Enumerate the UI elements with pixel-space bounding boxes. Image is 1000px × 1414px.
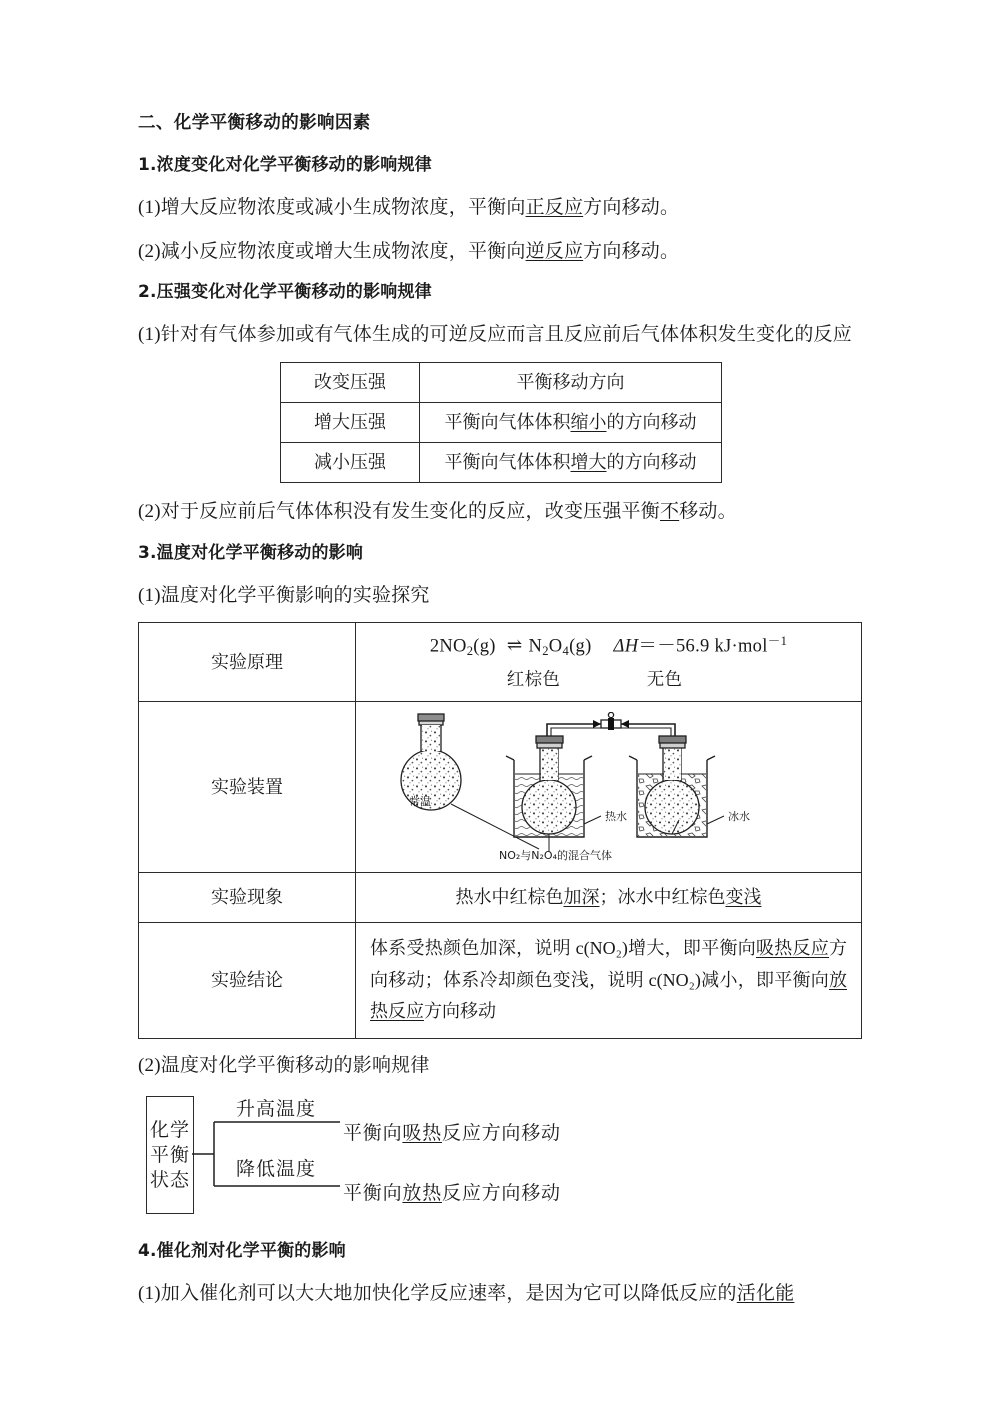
item4-point1-blank: 活化能 [736,1283,795,1305]
branch-top-blank: 吸热 [402,1123,443,1145]
item1-point2-blank: 逆反应 [525,241,584,262]
conclusion-seg2: 增大，即平衡向 [627,938,756,959]
subsection-2-heading: 2.压强变化对化学平衡移动的影响规律 [138,282,432,303]
enthalpy-value: －56.9 kJ·mol [657,636,768,657]
section-heading: 二、化学平衡移动的影响因素 [138,113,371,133]
pressure-row-1-pre: 平衡向气体体积 [444,452,571,473]
conclusion-text [370,933,847,1028]
conclusion-seg3: 方向移动；体系冷却颜色变浅，说明 [370,938,848,990]
item1-point2-pre: (2)减小反应物浓度或增大生成物浓度，平衡向 [138,241,526,262]
experiment-label-principle: 实验原理 [139,623,356,702]
conclusion-seg1: 体系受热颜色加深，说明 [370,938,576,959]
item1-point1-pre: (1)增大反应物浓度或减小生成物浓度，平衡向 [138,196,526,218]
subsection-4-heading: 4.催化剂对化学平衡的影响 [138,1241,346,1262]
branch-bottom-result [343,1178,561,1205]
pressure-row-0-value [420,403,722,443]
pressure-row-0-key: 增大压强 [281,403,420,443]
label-hot-water: 热水 [604,810,627,824]
state-box-line-0: 化学 [149,1119,190,1141]
item1-point2 [138,237,868,266]
phenomenon-pre1: 热水中红棕色 [455,887,564,908]
enthalpy-symbol: ΔH [613,636,639,657]
pressure-table-header-key: 改变压强 [281,362,420,402]
pressure-table [280,362,722,484]
page-content [138,112,868,1324]
item3-point1: (1)温度对化学平衡影响的实验探究 [138,584,430,606]
experiment-label-apparatus: 实验装置 [139,702,356,873]
experiment-label-conclusion: 实验结论 [139,923,356,1039]
item2-point2-pre: (2)对于反应前后气体体积没有发生变化的反应，改变压强平衡 [138,501,660,523]
branch-top-pre: 平衡向 [343,1123,403,1145]
label-ice-water: 冰水 [727,810,750,824]
conclusion-no2-1: (NO₂) [583,938,628,959]
item2-point1: (1)针对有气体参加或有气体生成的可逆反应而言且反应前后气体体积发生变化的反应 [138,324,852,346]
equation-reactant-state: (g) [473,636,496,657]
branch-top-post: 反应方向移动 [442,1123,561,1145]
experiment-principle-cell [356,623,862,702]
table-row [139,623,862,702]
equation-color-labels [370,667,847,692]
equation-reactant: 2NO [429,636,467,657]
branch-bottom-blank: 放热 [402,1183,443,1205]
subsection-1-heading: 1.浓度变化对化学平衡移动的影响规律 [138,154,432,175]
conclusion-c-symbol-1: c [575,938,584,959]
pressure-row-1-blank: 增大 [570,452,607,473]
branch-bottom-label: 降低温度 [236,1159,317,1181]
conclusion-seg4: 减小，即平衡向 [700,969,829,990]
equation-product-sub2: 4 [562,643,570,658]
phenomenon-blank2: 变浅 [725,887,762,908]
color-label-reactant: 红棕色 [506,668,561,689]
equation-product-state: (g) [569,636,592,657]
equation-reactant-sub: 2 [466,643,474,658]
color-label-product: 无色 [646,668,683,689]
item1-point2-post: 方向移动。 [583,241,680,262]
pressure-table-header-value: 平衡移动方向 [420,362,722,402]
enthalpy-equals: ＝ [638,636,658,657]
item2-point2-post: 移动。 [679,501,737,523]
item1-point1-post: 方向移动。 [583,196,680,218]
table-row [139,923,862,1039]
pressure-row-1-value [420,443,722,483]
pressure-row-0-pre: 平衡向气体体积 [444,412,571,432]
apparatus-diagram [379,712,839,862]
conclusion-no2-2: (NO₂) [656,969,701,990]
equation-product: N [528,636,543,657]
equilibrium-state-box [146,1096,194,1214]
phenomenon-text [370,883,847,912]
item2-point2 [138,497,868,526]
item1-point1-blank: 正反应 [525,196,584,218]
branch-top-label: 升高温度 [236,1099,317,1121]
state-box-line-1: 平衡 [149,1144,190,1166]
experiment-label-phenomenon: 实验现象 [139,873,356,923]
enthalpy-exponent: －1 [767,634,788,649]
pressure-row-1-key: 减小压强 [281,443,420,483]
temperature-bracket-diagram [138,1092,868,1220]
conclusion-seg5: 方向移动 [424,1001,496,1022]
equation-product-mid: O [548,636,563,657]
label-gas-mixture: NO₂与N₂O₄的混合气体 [498,849,612,863]
item4-point1-pre: (1)加入催化剂可以大大地加快化学反应速率，是因为它可以降低反应的 [138,1283,737,1305]
table-row [139,702,862,873]
stopcock-valve [593,712,629,730]
leader-line-ice [707,816,724,824]
conclusion-blank2: 放热反应 [370,969,847,1022]
pressure-table-wrapper [138,362,868,484]
experiment-apparatus-cell [356,702,862,873]
conclusion-c-symbol-2: c [648,969,657,990]
branch-bottom-pre: 平衡向 [343,1183,403,1205]
equation-product-sub1: 2 [542,643,549,658]
equilibrium-arrow-icon: ⇌ [506,636,523,657]
table-row [281,362,722,402]
leader-line-hot [584,816,601,824]
phenomenon-blank1: 加深 [563,887,600,908]
label-room-temperature: 常温 [408,795,431,809]
item4-point1 [138,1279,868,1308]
table-row [281,443,722,483]
phenomenon-mid: ；冰水中红棕色 [599,887,726,908]
pressure-row-1-post: 的方向移动 [606,452,697,473]
experiment-table [138,622,862,1039]
pressure-row-0-blank: 缩小 [570,412,607,432]
experiment-conclusion-cell [356,923,862,1039]
table-row [281,403,722,443]
subsection-3-heading: 3.温度对化学平衡移动的影响 [138,542,364,563]
chemical-equation [370,633,847,660]
conclusion-blank1: 吸热反应 [755,938,830,959]
experiment-phenomenon-cell [356,873,862,923]
table-row [139,873,862,923]
branch-top-result [343,1118,561,1145]
state-box-line-2: 状态 [149,1169,190,1191]
item3-point2: (2)温度对化学平衡移动的影响规律 [138,1054,430,1076]
item2-point2-blank: 不 [659,501,680,523]
item1-point1 [138,193,868,222]
branch-bottom-post: 反应方向移动 [442,1183,561,1205]
pressure-row-0-post: 的方向移动 [606,412,697,432]
